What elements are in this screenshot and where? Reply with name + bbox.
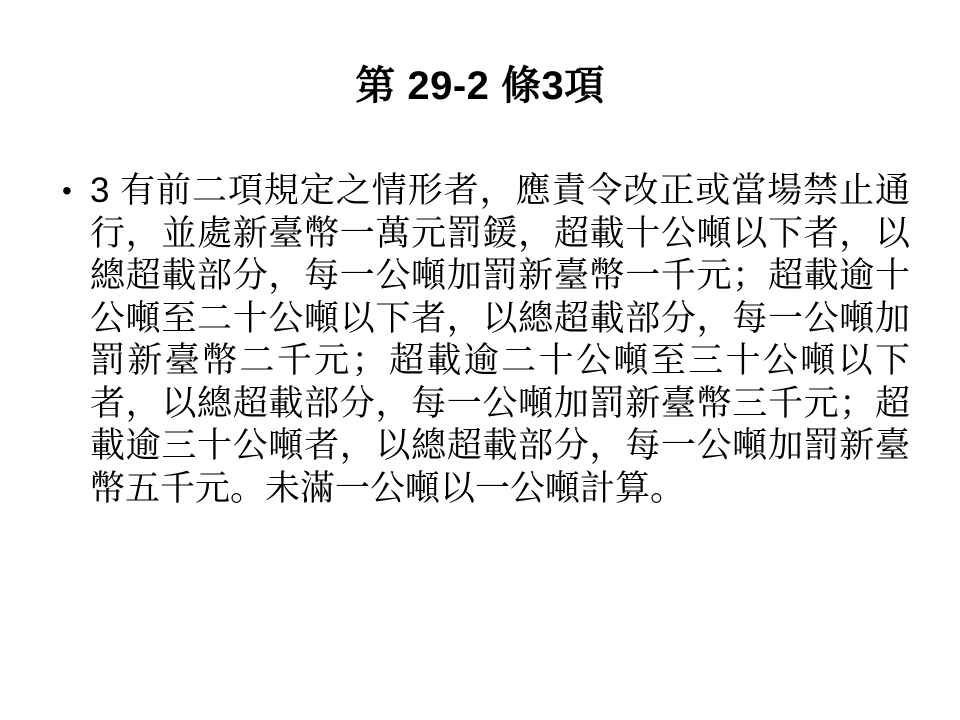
bullet-item — [62, 170, 910, 510]
bullet-marker: • — [62, 175, 72, 206]
slide-title: 第 29-2 條3項 — [355, 64, 605, 108]
bullet-text: 3 有前二項規定之情形者，應責令改正或當場禁止通行，並處新臺幣一萬元罰鍰，超載十公噸以下者，以總超載部分，每一公噸加罰新臺幣一千元；超載逾十公噸至二十公噸以下者，以總超載部分，每一公噸加罰新臺幣二千元；超載逾二十公噸至三十公噸以下者，以總超載部分，每一公噸加罰新臺幣三千元；超載逾三十公噸者，以總超載部分，每一公噸加罰新臺幣五千元。未滿一公噸以一公噸計算。 — [90, 171, 910, 508]
slide-body — [62, 170, 910, 510]
